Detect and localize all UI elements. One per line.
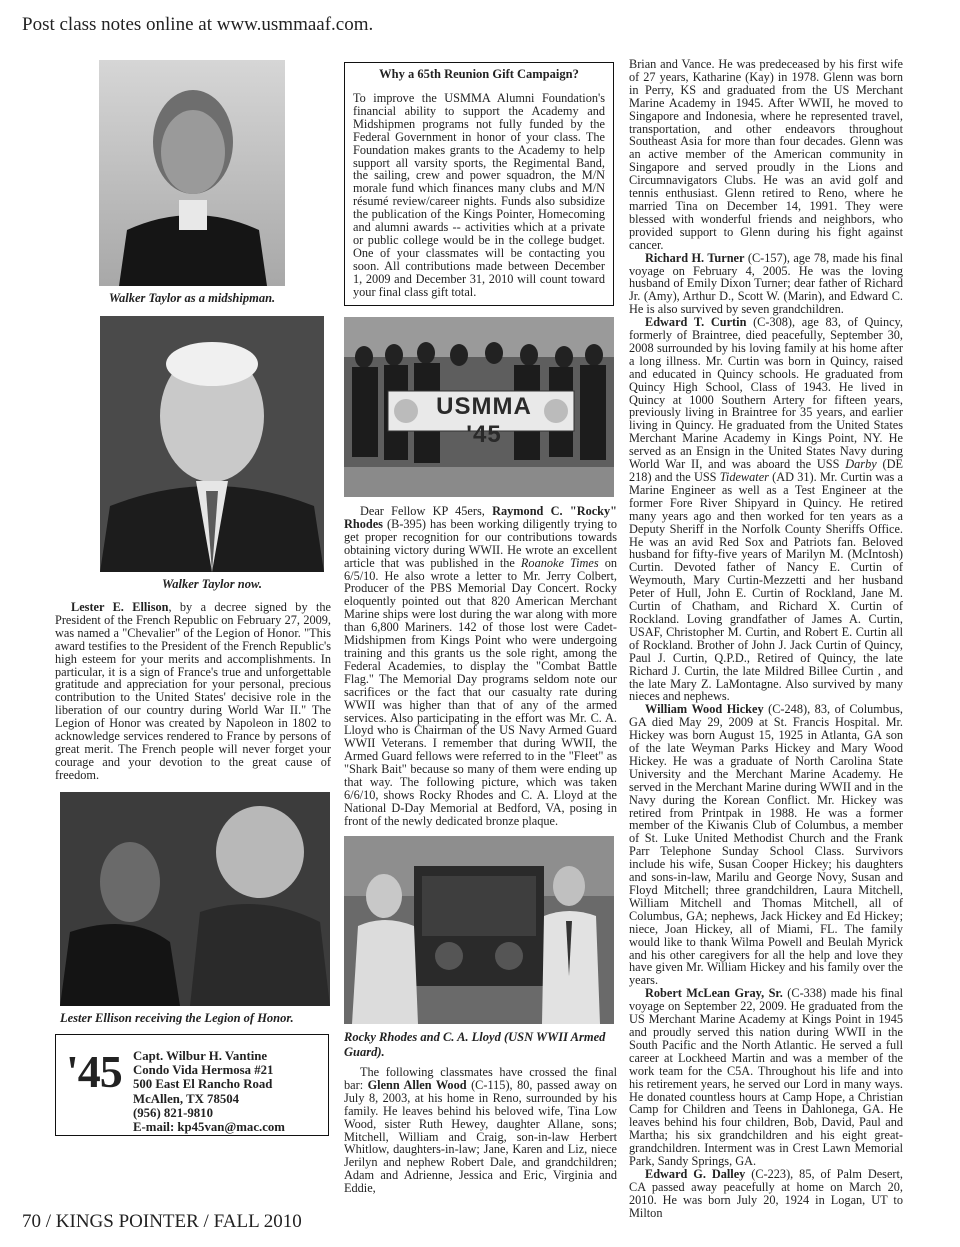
gift-box-title: Why a 65th Reunion Gift Campaign? (379, 67, 579, 81)
rhodes-intro: Dear Fellow KP 45ers, (360, 504, 493, 518)
curtin-text-c: (AD 31). Mr. Curtin was a Marine Engineer as well as a Test Engineer at the former Fore River Shipyard in Quincy. He retired many years ago and then worked for ten years as a Deputy Sheriff in the Norfolk County Sheriffs Office. He was an avid Red Sox and Patriots fan. Beloved husband for fifty-five years of Marilyn M. (McIntosh) Curtin. Devoted father of Nancy E. Curtin of Weymouth, Mary Curtin-Mezzetti and her husband Peter of Hull, John E. Curtin of Rockland, Jane M. Curtin of Chatham, and Richard X. Curtin of Rockland. Loving grandfather of James A. Curtin, USAF, Christopher M. Curtin, and Robert E. Curtin all of Rockland. Brother of John J. Jack Curtin of Quincy, Paul J. Curtin, Q.P.D., Retired of Quincy, the late Richard J. Curtin, the late Mildred Billee Curtin , and the late Mary Z. LaMontagne. Also survived by many nieces and nephews. (629, 470, 903, 704)
walker-taylor-now-photo (100, 316, 324, 572)
ellison-text: , by a decree signed by the President of the French Republic on February 27, 2009, was named a "Chevalier" of the Legion of Honor. "This award testifies to the President of the French Republic's high esteem for your merits and accomplishments. In particular, it is a sign of France's true and unforgettable gratitude and appreciation for your personal, precious contribution to the United States' decisive role in the liberation of our country during World War II." The Legion of Honor was created by Napoleon in 1802 to acknowledge services rendered to France by persons of great merit. The French people will never forget your courage and your devotion to the great cause of freedom. (55, 600, 331, 782)
rhodes-name: Raymond C. "Rocky" Rhodes (344, 504, 617, 531)
banner-text: USMMA '45 (436, 393, 532, 448)
ellison-name: Lester E. Ellison (71, 600, 169, 614)
class-contact (133, 1049, 285, 1134)
caption-now: Walker Taylor now. (162, 577, 262, 591)
wood-text: (C-115), 80, passed away on July 8, 2003, at his home in Reno, surrounded by his family. He leaves behind his beloved wife, Tina Low Wood, sister Ruth Hewey, daughter Allane, sons; Mitchell, William and Craig, son-in-law Herbert Whitlow, daughters-in-law; Jane, Karen and Liz, niece Jerilyn and nephew Robert Dale, and grandchildren; Adam and Adrienne, Jessica and Eric, Virginia and Eddie, (344, 1077, 617, 1196)
crossed-bar-article (344, 1066, 617, 1195)
page-footer: 70 / KINGS POINTER / FALL 2010 (22, 1211, 302, 1232)
contact-name: Capt. Wilbur H. Vantine (133, 1049, 268, 1063)
class-contact-box (55, 1034, 329, 1136)
turner-name: Richard H. Turner (645, 250, 745, 265)
contact-address-1: Condo Vida Hermosa #21 (133, 1063, 274, 1078)
rhodes-lloyd-photo (344, 836, 614, 1024)
dalley-text: (C-223), 85, of Palm Desert, CA passed away peacefully at home on March 20, 2010. He was born July 20, 1924 in Logan, UT to Milton (629, 1166, 903, 1220)
ship-tidewater: Tidewater (719, 470, 769, 484)
contact-city: McAllen, TX 78504 (133, 1091, 240, 1106)
gift-box-body: To improve the USMMA Alumni Foundation's financial ability to support the Academy and Midshipmen programs not fully funded by the Federal Government in honor of your class. The Foundation makes grants to the Academy to help support all varsity sports, the Regimental Band, the sailing, crew and power squadron, the M/N morale fund which finances many clubs and M/N résumé review/career nights. Funds also subsidize the publication of the Kings Pointer, Homecoming and alumni awards -- activities which at a private or public college would be in the college budget. One of your classmates will be contacting you soon. All contributions made between December 1, 2009 and December 31, 2010 will count toward your final class gift total. (353, 91, 605, 299)
dalley-name: Edward G. Dalley (645, 1166, 746, 1181)
contact-phone: (956) 821-9810 (133, 1105, 213, 1120)
obituaries-column (629, 58, 903, 1220)
rhodes-text-b: on 6/5/10. He also wrote a letter to Mr. Jerry Colbert, Producer of the PBS Memorial Day Concert. Rocky eloquently pointed out that 820 American Merchant Marine ships were lost during the war along with more than 6,800 Mariners. 142 of those lost were Cadet-Midshipmen from Kings Point who were undergoing training and this grants us the sole right, among the Federal Academies, to display the "Combat Battle Flag." The Memorial Day programs seldom note our sacrifices or the fact that our casualty rate during WWII was higher than that of any of the armed services. Also participating in the effort was Mr. C. A. Lloyd who is Chairman of the US Navy Armed Guard WWII Veterans. I remember that during WWII, the Armed Guard fellows were referred to in the "Fleet" as "Shark Bait" because so many of them were ending up that way. The following picture, which was taken 6/6/10, shows Rocky Rhodes and C. A. Lloyd at the National D-Day Memorial at Bedford, VA, posing in front of the newly dedicated bronze plaque. (344, 555, 618, 828)
rhodes-article (344, 505, 617, 828)
page-header: Post class notes online at www.usmmaaf.com. (22, 14, 374, 35)
gray-text: (C-338) made his final voyage on September 22, 2009. He graduated from the US Merchant Marine Academy at Kings Point in 1945 and proudly served this nation during WWII in the South Pacific and the North Atlantic. He served a full career at Lockheed Martin and was a member of the work team for the C5A. Throughout his life and into his retirement years, he served our Lord in many ways. He donated countless hours at Camp Hope, a Christian Camp for Children and Teens in Dahlonega, GA. He leaves behind his four children, Bob, David, Paul and Martha; his six grandchildren and his eight great-grandchildren. Interment was in Crest Lawn Memorial Park, Sandy Springs, GA. (629, 986, 903, 1169)
gift-campaign-box (344, 62, 614, 306)
usmma-45-banner-photo (344, 317, 614, 497)
contact-email: E-mail: kp45van@mac.com (133, 1120, 285, 1135)
legion-of-honor-photo (60, 792, 330, 1006)
contact-address-2: 500 East El Rancho Road (133, 1077, 273, 1092)
wood-name: Glenn Allen Wood (367, 1077, 467, 1092)
turner-text: (C-157), age 78, made his final voyage on February 4, 2005. He was the loving husband of Emily Dixon Turner; dear father of Richard Jr. (Amy), Arthur D., Scott W. (Marin), and Edward C. He is also survived by seven grandchildren. (629, 250, 903, 317)
midshipman-photo (99, 60, 285, 286)
hickey-name: William Wood Hickey (645, 702, 764, 717)
curtin-text-b: (DE 218) and the USS (629, 457, 904, 484)
gray-name: Robert McLean Gray, Sr. (645, 986, 783, 1001)
roanoke-times: Roanoke Times (520, 555, 599, 570)
curtin-name: Edward T. Curtin (645, 315, 747, 330)
caption-legion: Lester Ellison receiving the Legion of Honor. (60, 1011, 294, 1025)
crossed-intro: The following classmates have crossed the final bar: (344, 1065, 617, 1092)
rhodes-text-a: (B-395) has been working diligently trying to get proper recognition for our contributions towards obtaining victory during WWII. He wrote an excellent article that was published in the (344, 516, 617, 570)
hickey-text: (C-248), 83, of Columbus, GA died May 29, 2009 at St. Francis Hospital. Mr. Hickey was born August 15, 1925 in Atlanta, GA son of the late Weyman Parks Hickey and Mary Wood Hickey. He was a graduate of North Carolina State University and the Merchant Marine Academy. He served in the Merchant Marine during WWII and in the Navy during the Korean Conflict. Mr. Hickey was retired from Printpak in 1988. He was a former member of the Kiwanis Club of Columbus, a member of St. Luke United Methodist Church and the Frank Parr Telephone Sunday School Class. Survivors include his wife, Susan Cooper Hickey; his daughters and sons-in-law, Marilu and George Novy, Susan and Floyd Mitchell; three grandchildren, Laura Mitchell, William Mitchell and Thomas Mitchell, all of Columbus, GA; nephews, Jack Hickey and Ed Hickey; niece, Joan Hickey, all of Miami, FL. The family would like to thank Wilma Powell and Beulah Myrick and his other caregivers for all the help and love they have given Mr. William Hickey and his family over the years. (629, 702, 903, 988)
ship-darby: Darby (845, 457, 877, 472)
class-number: '45 (66, 1046, 122, 1097)
caption-midshipman: Walker Taylor as a midshipman. (108, 291, 276, 305)
caption-rhodes: Rocky Rhodes and C. A. Lloyd (USN WWII Armed Guard). (344, 1030, 606, 1059)
wood-continued: Brian and Vance. He was predeceased by his first wife of 27 years, Katharine (Kay) in 1978. Glenn was born in Perry, KS and graduated from the US Merchant Marine Academy in 1945. After WWII, he moved to Singapore and Indonesia, where he represented travel, transportation, and other endeavors throughout Southeast Asia for more than four decades. Glenn was an active member of the American community in Singapore and served proudly in the Lions and Circumnavigators Clubs. He was an avid golf and tennis enthusiast. Glenn retired to Reno, where he married Tina on December 14, 1991. They were blessed with wonderful friends and neighbors, who provided support to Glenn during his fight against cancer. (629, 57, 903, 252)
curtin-text-a: (C-308), age 83, of Quincy, formerly of Braintree, died peacefully, September 30, 2008 surrounded by his loving family at his home after a long illness. Mr. Curtin was born in Quincy, raised and educated in Quincy schools. He graduated from Quincy High School, Class of 1943. He lived in Quincy at 1000 Southern Artery for fifteen years, previously living in Braintree for 35 years, and earlier living in Quincy. He graduated from the United States Merchant Marine Academy in Kings Point, NY. He served as an Ensign in the United States Navy during World War II, and was aboard the USS (629, 315, 903, 472)
ellison-article (55, 601, 331, 782)
